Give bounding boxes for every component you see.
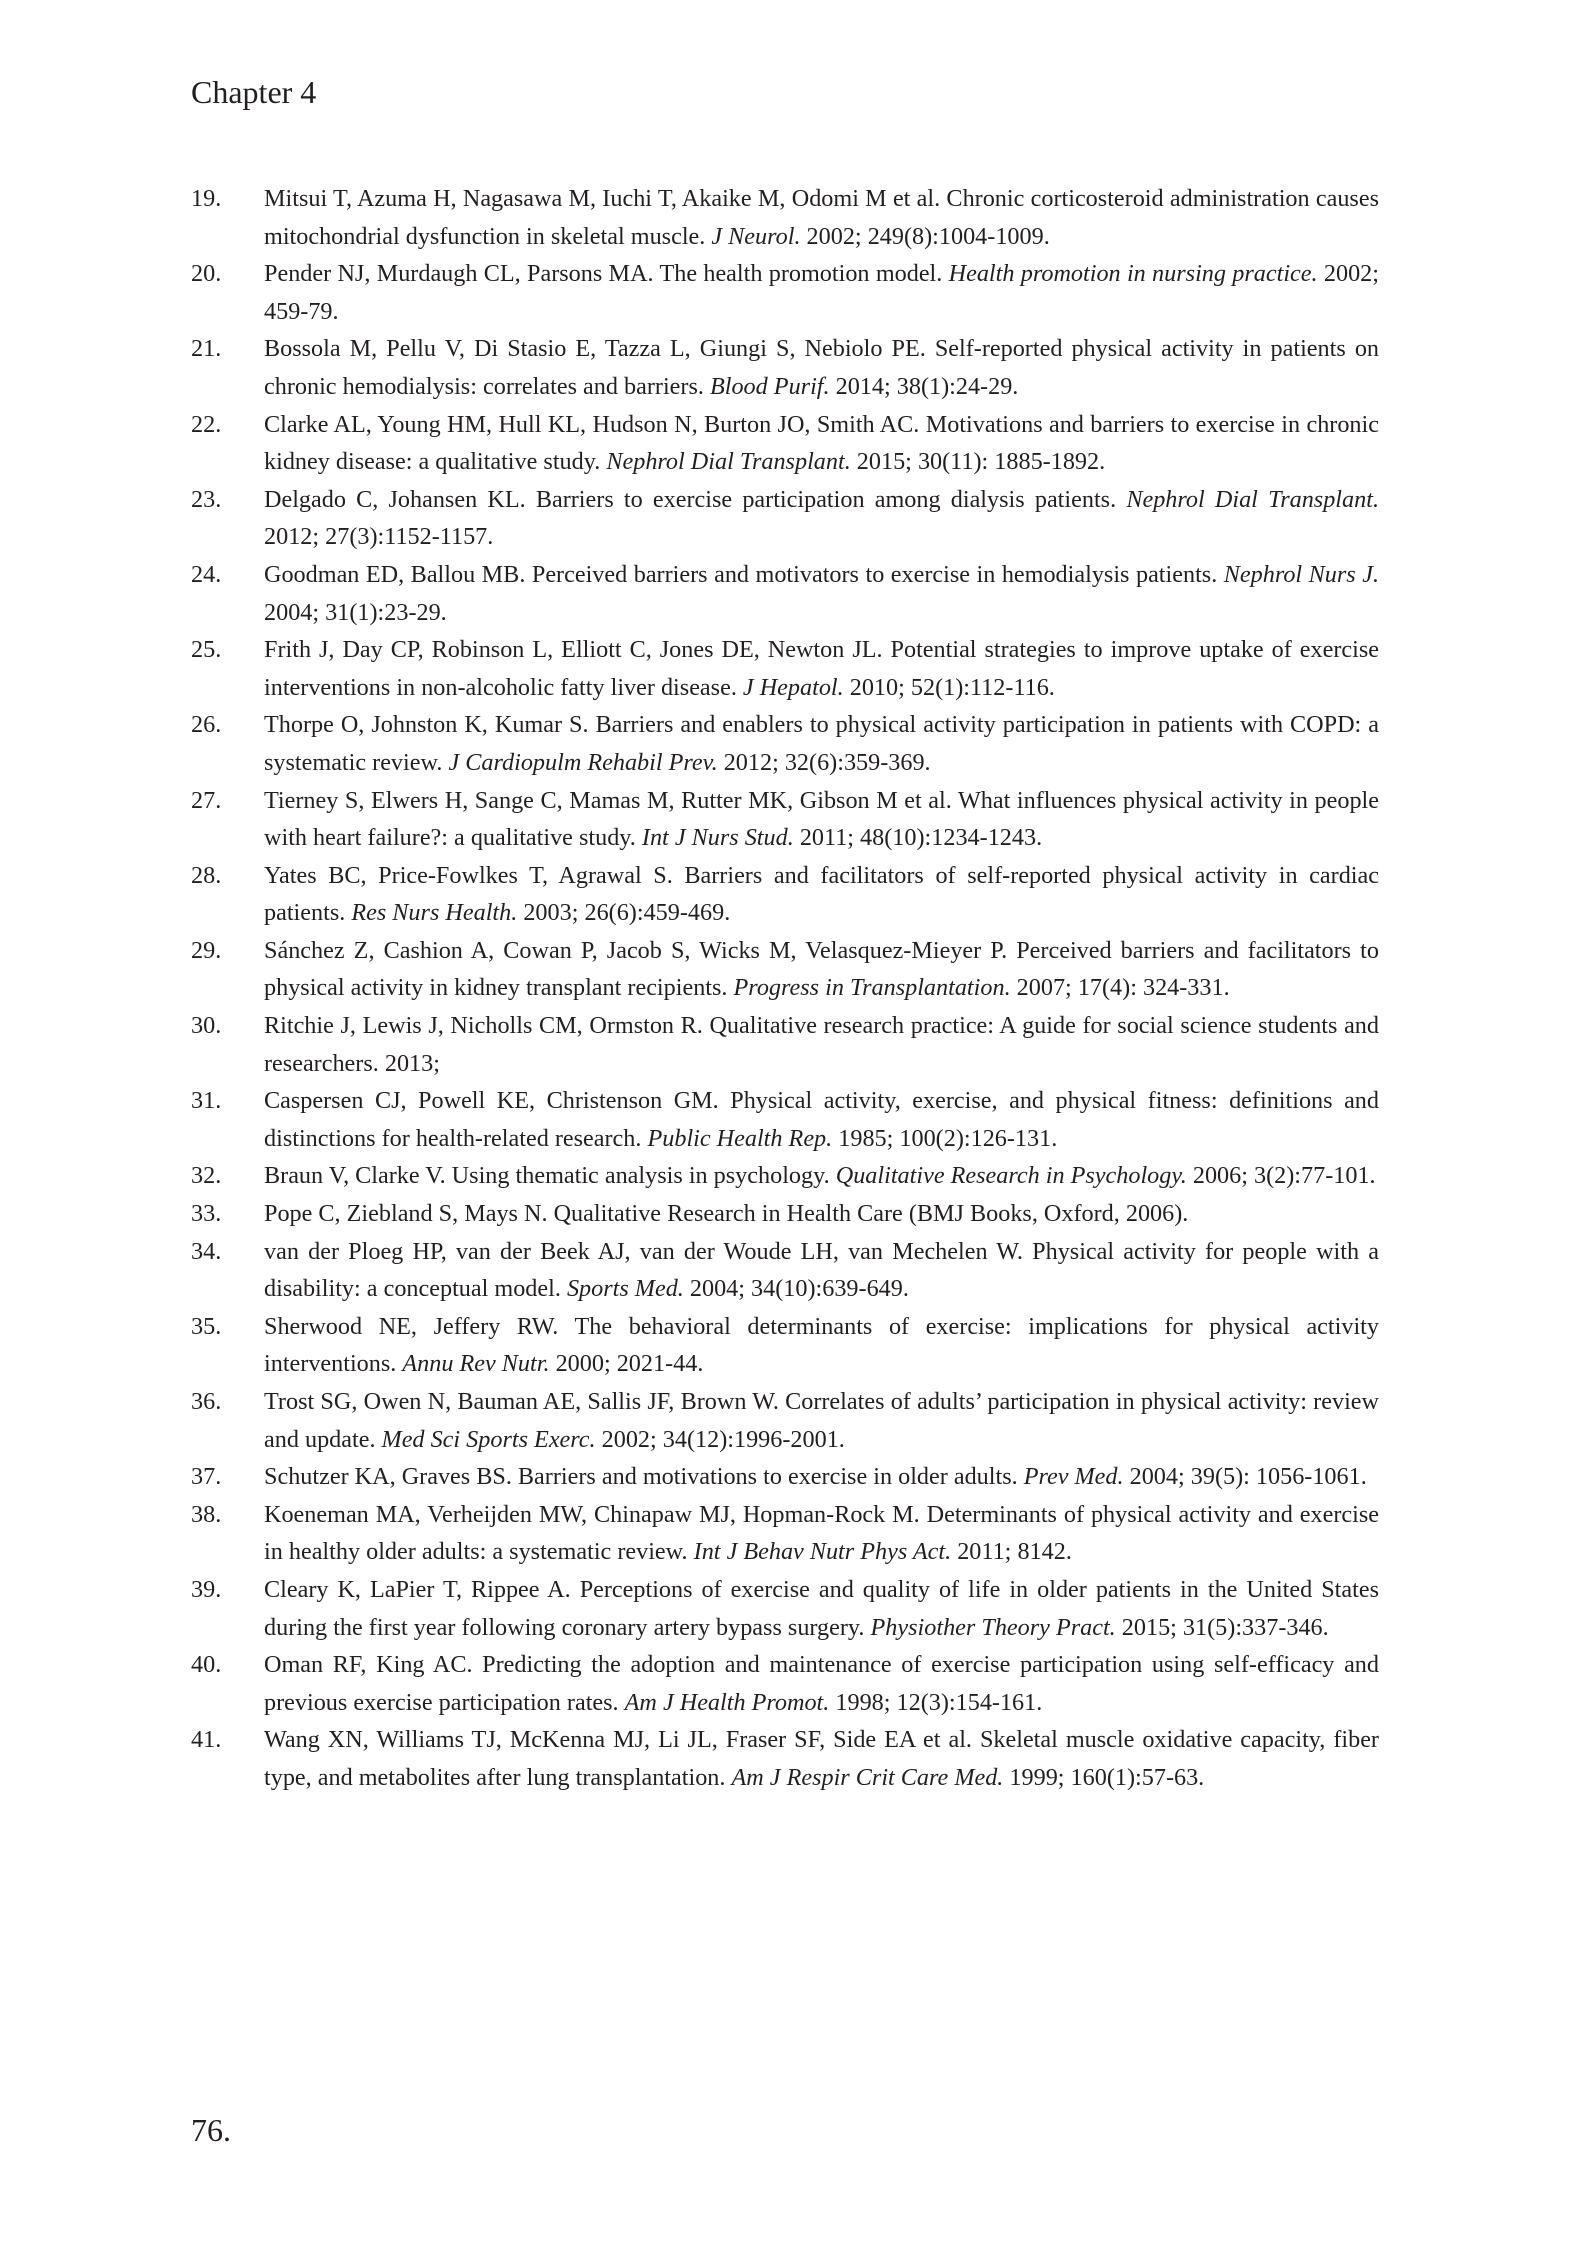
reference-text	[264, 1576, 1379, 1641]
reference-number: 40.	[191, 1651, 222, 1679]
reference-text	[264, 1087, 1379, 1152]
reference-segment: Thorpe O, Johnston K, Kumar S. Barriers and enablers to physical activity participation in patients with COPD: a systematic review.	[264, 711, 1379, 776]
reference-journal: Nephrol Dial Transplant.	[606, 448, 851, 476]
reference-journal: Health promotion in nursing practice.	[948, 260, 1318, 288]
reference-segment: Oman RF, King AC. Predicting the adoption and maintenance of exercise participation using self-efficacy and previous exercise participation rates.	[264, 1651, 1379, 1716]
reference-item	[191, 556, 1379, 631]
reference-number: 24.	[191, 560, 222, 588]
reference-journal: Physiother Theory Pract.	[870, 1613, 1116, 1641]
reference-text	[264, 1726, 1379, 1791]
reference-segment: Ritchie J, Lewis J, Nicholls CM, Ormston R. Qualitative research practice: A guide for social science students and researchers. 2013;	[264, 1012, 1379, 1077]
reference-number: 20.	[191, 260, 222, 288]
reference-segment: 2004; 31(1):23-29.	[264, 598, 447, 626]
reference-number: 41.	[191, 1726, 222, 1754]
reference-journal: Am J Health Promot.	[624, 1688, 830, 1716]
reference-item	[191, 1007, 1379, 1082]
reference-item	[191, 1571, 1379, 1646]
reference-journal: Blood Purif.	[709, 372, 830, 400]
reference-segment: 2002; 459-79.	[264, 260, 1379, 325]
reference-segment: 2014; 38(1):24-29.	[829, 372, 1019, 400]
reference-segment: 2006; 3(2):77-101.	[1186, 1162, 1376, 1190]
reference-item	[191, 1195, 1379, 1233]
reference-segment: Yates BC, Price-Fowlkes T, Agrawal S. Barriers and facilitators of self-reported physical activity in cardiac patients.	[264, 861, 1379, 927]
reference-segment: Cleary K, LaPier T, Rippee A. Perceptions of exercise and quality of life in older patients in the United States during the first year following coronary artery bypass surgery.	[264, 1575, 1379, 1641]
reference-text	[264, 711, 1379, 776]
reference-segment: Braun V, Clarke V. Using thematic analysis in psychology.	[264, 1162, 836, 1190]
reference-segment: 2011; 8142.	[951, 1538, 1072, 1566]
reference-text	[264, 636, 1379, 701]
reference-segment: 2002; 34(12):1996-2001.	[595, 1425, 845, 1453]
reference-segment: Koeneman MA, Verheijden MW, Chinapaw MJ, Hopman-Rock M. Determinants of physical activity and exercise in healthy older adults: a systematic review.	[264, 1500, 1379, 1566]
reference-segment: 2007; 17(4): 324-331.	[1010, 974, 1230, 1002]
reference-text	[264, 1162, 1376, 1189]
reference-text	[264, 1012, 1379, 1077]
reference-item	[191, 932, 1379, 1007]
reference-segment: Tierney S, Elwers H, Sange C, Mamas M, Rutter MK, Gibson M et al. What influences physical activity in people with heart failure?: a qualitative study.	[264, 786, 1379, 852]
reference-number: 23.	[191, 485, 222, 513]
reference-segment: Pender NJ, Murdaugh CL, Parsons MA. The health promotion model.	[264, 260, 949, 288]
reference-item	[191, 1458, 1379, 1496]
reference-item	[191, 406, 1379, 481]
reference-text	[264, 486, 1379, 551]
reference-journal: Qualitative Research in Psychology.	[835, 1162, 1187, 1190]
reference-segment: 2004; 34(10):639-649.	[683, 1275, 909, 1303]
reference-journal: Int J Behav Nutr Phys Act.	[693, 1538, 952, 1566]
reference-number: 33.	[191, 1200, 222, 1228]
reference-item	[191, 782, 1379, 857]
reference-journal: Med Sci Sports Exerc.	[381, 1425, 596, 1453]
reference-number: 32.	[191, 1162, 222, 1190]
reference-segment: Clarke AL, Young HM, Hull KL, Hudson N, Burton JO, Smith AC. Motivations and barriers to exercise in chronic kidney disease: a qualitative study.	[264, 410, 1379, 476]
page-number: 76.	[191, 2112, 231, 2148]
reference-journal: Nephrol Dial Transplant.	[1126, 485, 1379, 513]
reference-journal: J Cardiopulm Rehabil Prev.	[448, 748, 718, 776]
reference-number: 39.	[191, 1575, 222, 1603]
reference-text	[264, 561, 1379, 626]
reference-item	[191, 1308, 1379, 1383]
reference-segment: Mitsui T, Azuma H, Nagasawa M, Iuchi T, Akaike M, Odomi M et al. Chronic corticosteroid administration causes mitochondrial dysfunction in skeletal muscle.	[264, 185, 1379, 250]
reference-text	[264, 1388, 1379, 1453]
reference-segment: 2011; 48(10):1234-1243.	[793, 824, 1043, 852]
reference-text	[264, 1463, 1367, 1490]
reference-segment: Frith J, Day CP, Robinson L, Elliott C, Jones DE, Newton JL. Potential strategies to improve uptake of exercise interventions in non-alcoholic fatty liver disease.	[264, 636, 1379, 701]
reference-segment: 2004; 39(5): 1056-1061.	[1123, 1463, 1367, 1491]
reference-segment: 2012; 32(6):359-369.	[717, 748, 931, 776]
reference-segment: Sánchez Z, Cashion A, Cowan P, Jacob S, Wicks M, Velasquez-Mieyer P. Perceived barriers and facilitators to physical activity in kidney transplant recipients.	[264, 936, 1379, 1002]
reference-item	[191, 857, 1379, 932]
reference-segment: Goodman ED, Ballou MB. Perceived barriers and motivators to exercise in hemodialysis patients.	[264, 560, 1224, 588]
reference-segment: 2002; 249(8):1004-1009.	[800, 222, 1050, 250]
reference-text	[264, 1313, 1379, 1378]
reference-journal: Res Nurs Health.	[351, 899, 518, 927]
reference-segment: 1985; 100(2):126-131.	[832, 1124, 1058, 1152]
reference-text	[264, 1238, 1379, 1303]
reference-segment: Delgado C, Johansen KL. Barriers to exercise participation among dialysis patients.	[264, 485, 1127, 513]
reference-segment: Bossola M, Pellu V, Di Stasio E, Tazza L, Giungi S, Nebiolo PE. Self-reported physical activity in patients on chronic hemodialysis: correlates and barriers.	[264, 335, 1379, 400]
reference-item	[191, 1721, 1379, 1796]
reference-text	[264, 937, 1379, 1002]
chapter-heading: Chapter 4	[191, 74, 317, 110]
reference-number: 22.	[191, 410, 222, 438]
reference-segment: van der Ploeg HP, van der Beek AJ, van der Woude LH, van Mechelen W. Physical activity for people with a disability: a conceptual model.	[264, 1237, 1379, 1303]
reference-number: 35.	[191, 1312, 222, 1340]
reference-segment: 2015; 30(11): 1885-1892.	[850, 448, 1106, 476]
reference-text	[264, 1200, 1188, 1227]
reference-segment: 2012; 27(3):1152-1157.	[264, 523, 494, 551]
reference-number: 25.	[191, 636, 222, 664]
reference-number: 19.	[191, 185, 222, 212]
reference-journal: Progress in Transplantation.	[733, 974, 1011, 1002]
reference-journal: Sports Med.	[566, 1275, 684, 1303]
reference-segment: 2000; 2021-44.	[549, 1350, 704, 1378]
reference-number: 28.	[191, 861, 222, 889]
reference-number: 36.	[191, 1388, 222, 1415]
reference-journal: Public Health Rep.	[647, 1124, 833, 1152]
reference-item	[191, 330, 1379, 405]
reference-journal: J Hepatol.	[742, 673, 844, 701]
reference-journal: Nephrol Nurs J.	[1223, 560, 1379, 588]
reference-segment: Trost SG, Owen N, Bauman AE, Sallis JF, Brown W. Correlates of adults’ participation in physical activity: review and update.	[264, 1388, 1379, 1453]
reference-segment: 1998; 12(3):154-161.	[829, 1688, 1043, 1716]
reference-number: 27.	[191, 786, 222, 814]
reference-number: 38.	[191, 1500, 222, 1528]
reference-journal: Prev Med.	[1023, 1463, 1124, 1491]
reference-item	[191, 1233, 1379, 1308]
reference-segment: 2010; 52(1):112-116.	[843, 673, 1055, 701]
reference-item	[191, 1646, 1379, 1721]
reference-text	[264, 1501, 1379, 1566]
reference-number: 31.	[191, 1087, 222, 1115]
reference-item	[191, 1157, 1379, 1195]
reference-segment: Sherwood NE, Jeffery RW. The behavioral determinants of exercise: implications for physical activity interventions.	[264, 1312, 1379, 1378]
reference-journal: Annu Rev Nutr.	[402, 1350, 550, 1378]
reference-item	[191, 1383, 1379, 1458]
reference-text	[264, 335, 1379, 400]
reference-item	[191, 255, 1379, 330]
reference-text	[264, 411, 1379, 476]
reference-item	[191, 481, 1379, 556]
reference-segment: 1999; 160(1):57-63.	[1003, 1763, 1205, 1791]
reference-journal: Am J Respir Crit Care Med.	[731, 1763, 1004, 1791]
reference-segment: Caspersen CJ, Powell KE, Christenson GM. Physical activity, exercise, and physical fitness: definitions and distinctions for health-related research.	[264, 1087, 1379, 1152]
reference-number: 21.	[191, 335, 222, 363]
reference-item	[191, 1082, 1379, 1157]
reference-text	[264, 862, 1379, 927]
reference-segment: Schutzer KA, Graves BS. Barriers and motivations to exercise in older adults.	[264, 1463, 1024, 1491]
reference-number: 29.	[191, 936, 222, 964]
reference-number: 34.	[191, 1237, 222, 1265]
reference-list	[191, 180, 1379, 1797]
reference-segment: Wang XN, Williams TJ, McKenna MJ, Li JL, Fraser SF, Side EA et al. Skeletal muscle oxidative capacity, fiber type, and metabolites after lung transplantation.	[264, 1726, 1379, 1791]
reference-text	[264, 787, 1379, 852]
reference-segment: Pope C, Ziebland S, Mays N. Qualitative Research in Health Care (BMJ Books, Oxford, 2006).	[264, 1200, 1189, 1228]
reference-number: 37.	[191, 1463, 222, 1491]
reference-text	[264, 1651, 1379, 1716]
reference-item	[191, 706, 1379, 781]
reference-item	[191, 1496, 1379, 1571]
reference-text	[264, 260, 1379, 325]
reference-number: 30.	[191, 1012, 222, 1040]
reference-segment: 2003; 26(6):459-469.	[517, 899, 731, 927]
reference-item	[191, 180, 1379, 255]
reference-item	[191, 631, 1379, 706]
reference-segment: 2015; 31(5):337-346.	[1115, 1613, 1329, 1641]
reference-journal: Int J Nurs Stud.	[641, 824, 794, 852]
reference-journal: J Neurol.	[711, 222, 801, 250]
reference-number: 26.	[191, 711, 222, 739]
reference-text	[264, 185, 1379, 250]
